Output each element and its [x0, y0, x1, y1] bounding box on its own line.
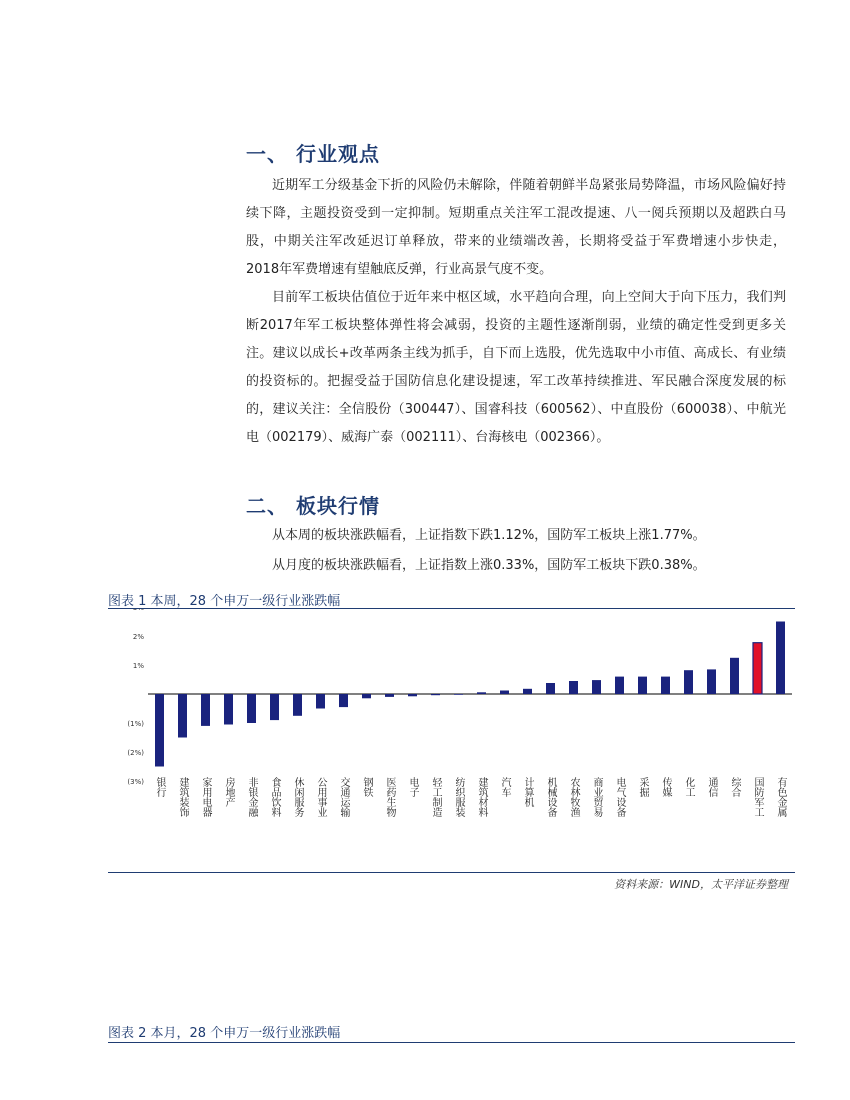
category-label: 综合 [729, 777, 740, 797]
bar-4 [247, 694, 256, 723]
bar-17 [546, 683, 555, 694]
category-label: 房地产 [223, 777, 234, 807]
bar-21 [638, 677, 647, 694]
category-label: 交通运输 [338, 777, 349, 817]
bar-11 [408, 694, 417, 696]
category-label: 商业贸易 [591, 777, 602, 817]
weekly-performance-text: 从本周的板块涨跌幅看，上证指数下跌1.12%，国防军工板块上涨1.77%。 [272, 528, 706, 543]
bar-13 [454, 694, 463, 695]
category-label: 纺织服装 [453, 777, 464, 817]
section-heading-industry-view: 一、 行业观点 [246, 142, 380, 166]
bar-20 [615, 677, 624, 694]
category-label: 休闲服务 [292, 777, 303, 817]
figure-1-title: 图表 1 本周，28 个申万一级行业涨跌幅 [108, 594, 341, 609]
bar-12 [431, 694, 440, 695]
bar-23 [684, 670, 693, 694]
y-tick-label: 2% [132, 633, 144, 641]
category-label: 食品饮料 [269, 777, 280, 817]
category-label: 化工 [683, 777, 694, 797]
category-label: 电气设备 [614, 777, 625, 817]
bar-5 [270, 694, 279, 720]
bar-3 [224, 694, 233, 725]
figure-2-title: 图表 2 本月，28 个申万一级行业涨跌幅 [108, 1026, 341, 1041]
bar-15 [500, 691, 509, 695]
paragraph-industry-view-1: 近期军工分级基金下折的风险仍未解除，伴随着朝鲜半岛紧张局势降温，市场风险偏好持续下降，主题投资受到一定抑制。短期重点关注军工混改提速、八一阅兵预期以及超跌白马股，中期关注军改延迟订单释放，带来的业绩端改善，长期将受益于军费增速小步快走，2018年军费增速有望触底反弹，行业高景气度不变。 [246, 178, 786, 277]
section-heading-sector-market: 二、 板块行情 [246, 494, 380, 518]
bar-16 [523, 689, 532, 694]
bar-9 [362, 694, 371, 698]
category-label: 采掘 [637, 777, 648, 797]
category-label: 建筑材料 [476, 777, 487, 817]
y-tick-label: (1%) [127, 720, 144, 728]
bar-24 [707, 669, 716, 694]
figure-2-top-rule [108, 1042, 795, 1043]
category-label: 银行 [154, 777, 165, 797]
figure-1-source: 资料来源：WIND，太平洋证券整理 [614, 878, 788, 891]
bar-0 [155, 694, 164, 767]
industry-change-bar-chart [108, 609, 795, 872]
category-label: 轻工制造 [430, 777, 441, 817]
y-tick-label: (3%) [127, 778, 144, 786]
bar-26 [753, 643, 762, 694]
bar-25 [730, 658, 739, 694]
y-tick-label: (2%) [127, 749, 144, 757]
category-label: 非银金融 [246, 777, 257, 817]
bar-19 [592, 680, 601, 694]
figure-1-chart-frame [108, 609, 795, 873]
bar-22 [661, 677, 670, 694]
bar-6 [293, 694, 302, 716]
category-label: 传媒 [660, 777, 671, 797]
bar-1 [178, 694, 187, 738]
category-label: 计算机 [522, 777, 533, 807]
bar-8 [339, 694, 348, 707]
paragraph-industry-view-2: 目前军工板块估值位于近年来中枢区域，水平趋向合理，向上空间大于向下压力，我们判断2017年军工板块整体弹性将会减弱，投资的主题性逐渐削弱，业绩的确定性受到更多关注。建议以成长+改革两条主线为抓手，自下而上选股，优先选取中小市值、高成长、有业绩的投资标的。把握受益于国防信息化建设提速，军工改革持续推进、军民融合深度发展的标的，建议关注：全信股份（300447）、国睿科技（600562）、中直股份（600038）、中航光电（002179）、威海广泰（002111）、台海核电（002366）。 [246, 290, 786, 445]
category-label: 机械设备 [545, 777, 556, 817]
category-label: 钢铁 [361, 777, 372, 797]
bar-27 [776, 622, 785, 695]
bar-2 [201, 694, 210, 726]
category-label: 有色金属 [775, 777, 786, 817]
bar-10 [385, 694, 394, 697]
category-label: 医药生物 [384, 777, 395, 817]
y-tick-label [133, 609, 144, 612]
y-tick-label: 1% [132, 662, 144, 670]
category-label: 通信 [706, 777, 717, 797]
monthly-performance-text: 从月度的板块涨跌幅看，上证指数上涨0.33%，国防军工板块下跌0.38%。 [272, 558, 706, 573]
bar-14 [477, 692, 486, 694]
category-label: 公用事业 [315, 777, 326, 817]
category-label: 建筑装饰 [177, 777, 188, 817]
category-label: 汽车 [499, 777, 510, 797]
bar-7 [316, 694, 325, 709]
bar-18 [569, 681, 578, 694]
category-label: 家用电器 [200, 777, 211, 817]
category-label: 农林牧渔 [568, 777, 579, 817]
category-label: 国防军工 [752, 777, 763, 817]
category-label: 电子 [407, 777, 418, 797]
